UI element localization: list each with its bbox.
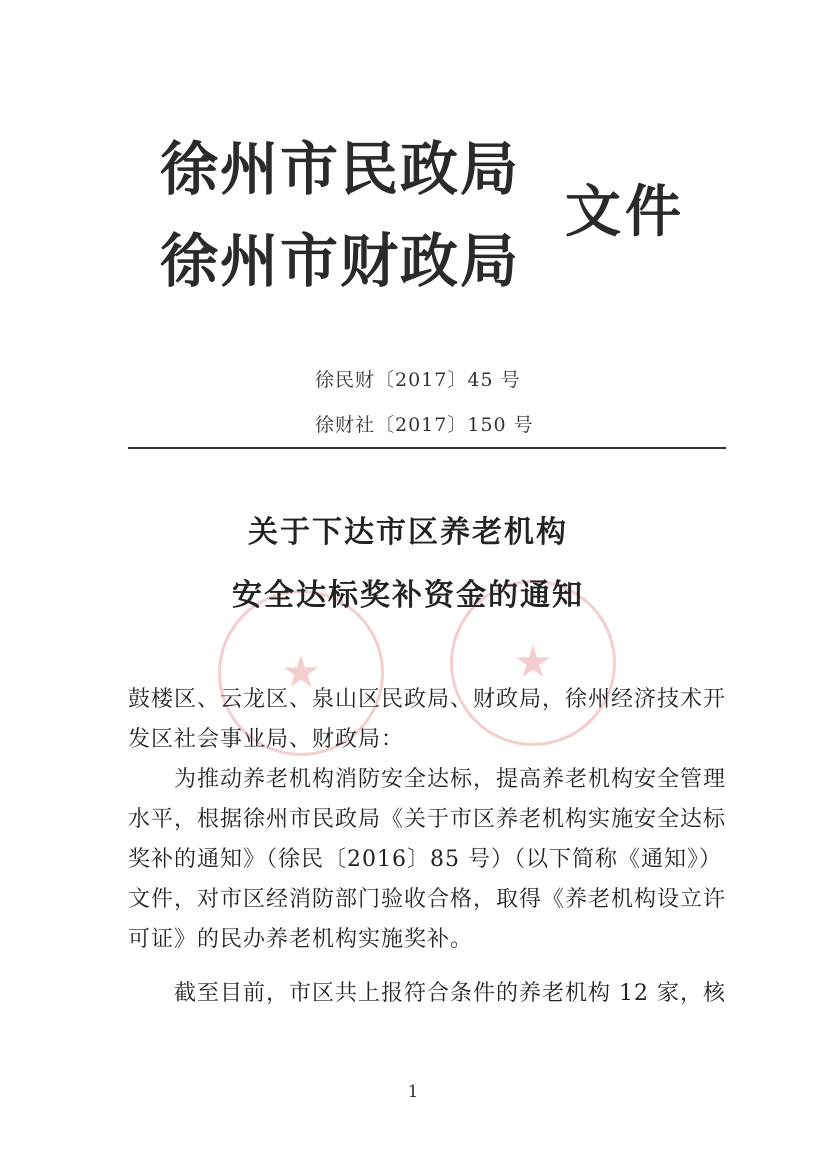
document-type-label: 文件 xyxy=(565,180,685,245)
body-line: 可证》的民办养老机构实施奖补。 xyxy=(128,927,474,952)
letterhead-divider xyxy=(128,447,726,449)
body-line: 水平，根据徐州市民政局《关于市区养老机构实施安全达标 xyxy=(128,807,727,832)
document-title: 安全达标奖补资金的通知 xyxy=(232,578,584,613)
body-line: 鼓楼区、云龙区、泉山区民政局、财政局，徐州经济技术开 xyxy=(128,687,727,712)
body-line: 奖补的通知》（徐民〔2016〕85 号）（以下简称《通知》） xyxy=(128,847,722,872)
body-line: 为推动养老机构消防安全达标，提高养老机构安全管理 xyxy=(128,767,727,792)
seal-star-icon: ★ xyxy=(513,637,553,688)
document-number: 徐财社〔2017〕150 号 xyxy=(315,414,534,436)
seal-star-icon: ★ xyxy=(281,647,321,698)
document-title: 关于下达市区养老机构 xyxy=(248,515,568,550)
document-number: 徐民财〔2017〕45 号 xyxy=(315,369,521,391)
issuer-name: 徐州市民政局 xyxy=(160,135,521,203)
body-line: 文件，对市区经消防部门验收合格，取得《养老机构设立许 xyxy=(128,887,727,912)
issuer-name: 徐州市财政局 xyxy=(160,227,521,295)
document-body xyxy=(128,680,728,1014)
page-number: 1 xyxy=(407,1082,419,1102)
body-line: 截至目前，市区共上报符合条件的养老机构 12 家，核 xyxy=(128,981,726,1006)
body-line: 发区社会事业局、财政局： xyxy=(128,727,405,752)
